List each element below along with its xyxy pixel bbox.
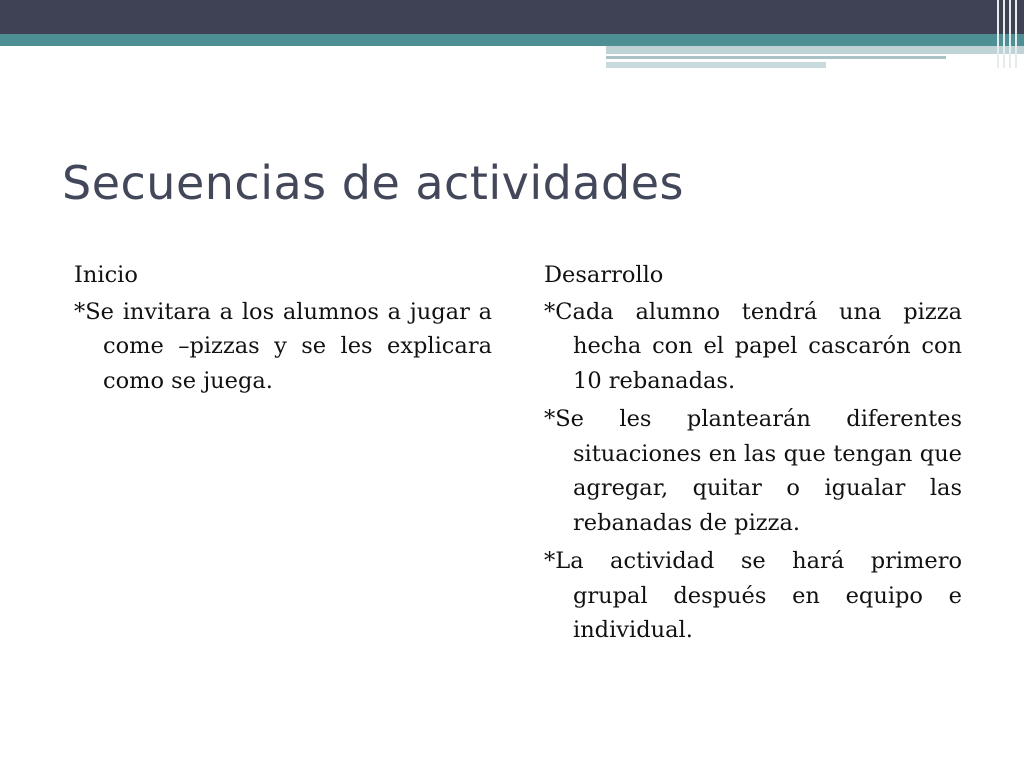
header-band-dark bbox=[0, 0, 1024, 34]
right-paragraph: *Cada alumno tendrá una pizza hecha con el papel cascarón con 10 rebanadas. bbox=[544, 298, 962, 394]
header-band-light bbox=[606, 46, 1024, 54]
left-column bbox=[74, 258, 492, 402]
right-column-heading: Desarrollo bbox=[544, 262, 664, 288]
header-accent-line bbox=[606, 56, 946, 59]
left-column-heading: Inicio bbox=[74, 262, 138, 288]
right-paragraph: *La actividad se hará primero grupal después en equipo e individual. bbox=[544, 548, 962, 643]
header-stripes bbox=[994, 0, 1024, 68]
slide-title: Secuencias de actividades bbox=[62, 156, 685, 210]
right-paragraph: *Se les plantearán diferentes situaciones en las que tengan que agregar, quitar o igualar las rebanadas de pizza. bbox=[544, 406, 962, 536]
left-paragraph: *Se invitara a los alumnos a jugar a come –pizzas y se les explicara como se juega. bbox=[74, 298, 492, 394]
header-accent-line bbox=[606, 62, 826, 68]
header-band-teal bbox=[0, 34, 1024, 46]
right-column bbox=[544, 258, 962, 652]
